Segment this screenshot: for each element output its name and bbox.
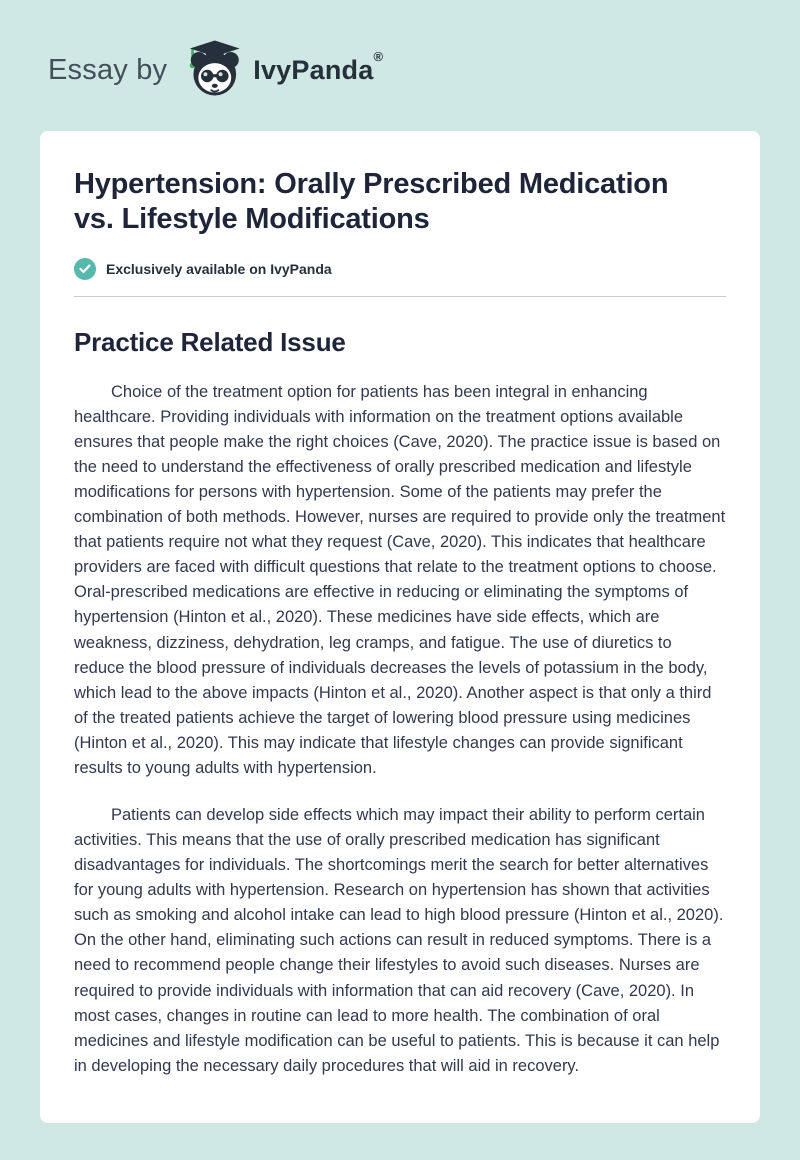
site-header [0, 0, 800, 131]
ivypanda-panda-icon [181, 38, 245, 103]
exclusive-badge [74, 258, 726, 280]
brand-name: IvyPanda® [253, 49, 384, 85]
ivypanda-logo[interactable] [181, 38, 383, 103]
registered-mark: ® [373, 49, 384, 64]
essay-paragraph: Patients can develop side effects which may impact their ability to perform certain activities. This means that the use of orally prescribed medication has significant disadvantages for individuals. The shortcomings merit the search for better alternatives for young adults with hypertension. Research on hypertension has shown that activities such as smoking and alcohol intake can lead to high blood pressure (Hinton et al., 2020). On the other hand, eliminating such actions can result in reduced symptoms. There is a need to recommend people change their lifestyles to avoid such diseases. Nurses are required to provide individuals with information that can aid recovery (Cave, 2020). In most cases, changes in routine can lead to more health. The combination of oral medicines and lifestyle modification can be useful to patients. This is because it can help in developing the necessary daily procedures that will aid in recovery. [74, 806, 724, 1075]
exclusive-badge-label: Exclusively available on IvyPanda [106, 260, 332, 277]
essay-card [40, 131, 760, 1123]
essay-by-label: Essay by [48, 54, 168, 86]
essay-title: Hypertension: Orally Prescribed Medication vs. Lifestyle Modifications [74, 168, 669, 236]
essay-paragraph: Choice of the treatment option for patients has been integral in enhancing healthcare. Providing individuals with information on the treatment options available ensures that people make the right choices (Cave, 2020). The practice issue is based on the need to understand the effectiveness of orally prescribed medication and lifestyle modifications for persons with hypertension. Some of the patients may prefer the combination of both methods. However, nurses are required to provide only the treatment that patients require not what they request (Cave, 2020). This indicates that healthcare providers are faced with difficult questions that relate to the treatment options to choose. Oral-prescribed medications are effective in reducing or eliminating the symptoms of hypertension (Hinton et al., 2020). These medicines have side effects, which are weakness, dizziness, dehydration, leg cramps, and fatigue. The use of diuretics to reduce the blood pressure of individuals decreases the levels of potassium in the body, which lead to the above impacts (Hinton et al., 2020). Another aspect is that only a third of the treated patients achieve the target of lowering blood pressure using medicines (Hinton et al., 2020). This may indicate that lifestyle changes can provide significant results to young adults with hypertension. [74, 382, 726, 777]
section-heading: Practice Related Issue [74, 326, 346, 357]
divider [74, 296, 726, 297]
check-circle-icon [74, 258, 96, 280]
